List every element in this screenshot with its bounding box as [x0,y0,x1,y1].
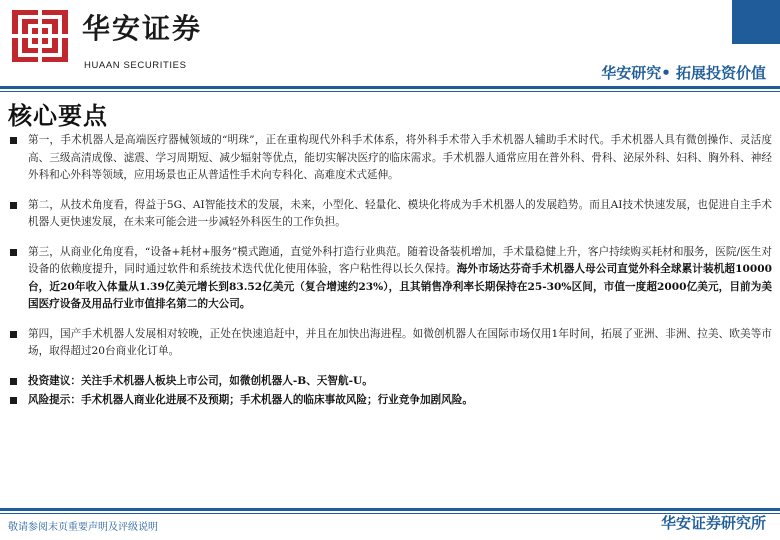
note-label: 投资建议： [28,374,81,387]
point-item [8,244,772,314]
note-text: 关注手术机器人板块上市公司，如微创机器人-B、天智航-U。 [80,374,373,387]
point-highlight: 海外市场达芬奇手术机器人母公司直觉外科全球累计装机超10000台，近20年收入体量从1.39亿美元增长到83.52亿美元（复合增速约23%），且其销售净利率长期保持在25-30%区间，市值一度超2000亿美元，目前为美国医疗设备及用品行业市值排名第二的大公司。 [28,263,773,310]
header-divider-thin [0,91,780,92]
point-text: 第一，手术机器人是高端医疗器械领域的“明珠”，正在重构现代外科手术体系，将外科手术带入手术机器人辅助手术时代。手术机器人具有微创操作、灵活度高、三级高清成像、滤震、学习周期短、减少辐射等优点，能切实解决医疗的临床需求。手术机器人通常应用在普外科、骨科、泌尿外科、妇科、胸外科、神经外科和心外科等领域，应用场景也正从普适性手术向专科化、高难度术式延伸。 [28,134,772,181]
header-slogan: 华安研究• 拓展投资价值 [601,64,766,82]
risk-warning [8,392,772,410]
point-item [8,197,772,232]
header-divider [0,86,780,89]
point-text: 第三，从商业化角度看，“设备+耗材+服务”模式跑通，直觉外科打造行业典范。随着设备装机增加，手术量稳健上升，客户持续购买耗材和服务，医院/医生对设备的依赖度提升，同时通过软件和系统技术迭代优化使用体验，客户粘性得以长久保持。 [28,245,772,275]
footer-divider [0,508,780,511]
square-bullet-icon [10,397,17,404]
square-bullet-icon [10,202,17,209]
note-label: 风险提示： [28,394,81,406]
investment-advice [8,373,772,391]
page-title: 核心要点 [8,101,108,130]
square-bullet-icon [10,378,17,385]
square-bullet-icon [10,137,17,144]
point-text: 第四，国产手术机器人发展相对较晚，正处在快速追赶中，并且在加快出海进程。如微创机器人在国际市场仅用1年时间，拓展了亚洲、非洲、拉美、欧美等市场，取得超过20台商业化订单。 [28,327,772,357]
key-points [8,132,772,412]
brand-name-en: HUAAN SECURITIES [84,60,187,71]
note-text: 手术机器人商业化进展不及预期；手术机器人的临床事故风险；行业竞争加剧风险。 [80,394,473,406]
square-bullet-icon [10,331,17,338]
point-item [8,326,772,361]
brand-name-cn: 华安证券 [82,12,203,45]
footer-institute: 华安证券研究所 [660,514,766,532]
point-item [8,132,772,185]
huaan-logo-icon [10,8,70,64]
square-bullet-icon [10,249,17,256]
footer-disclaimer: 敬请参阅末页重要声明及评级说明 [8,522,158,533]
corner-decoration [732,0,780,44]
point-text: 第二，从技术角度看，得益于5G、AI智能技术的发展，未来，小型化、轻量化、模块化将成为手术机器人的发展趋势。而且AI技术快速发展，也促进自主手术机器人更快速发展，在未来可能会进一步减轻外科医生的工作负担。 [28,198,772,228]
